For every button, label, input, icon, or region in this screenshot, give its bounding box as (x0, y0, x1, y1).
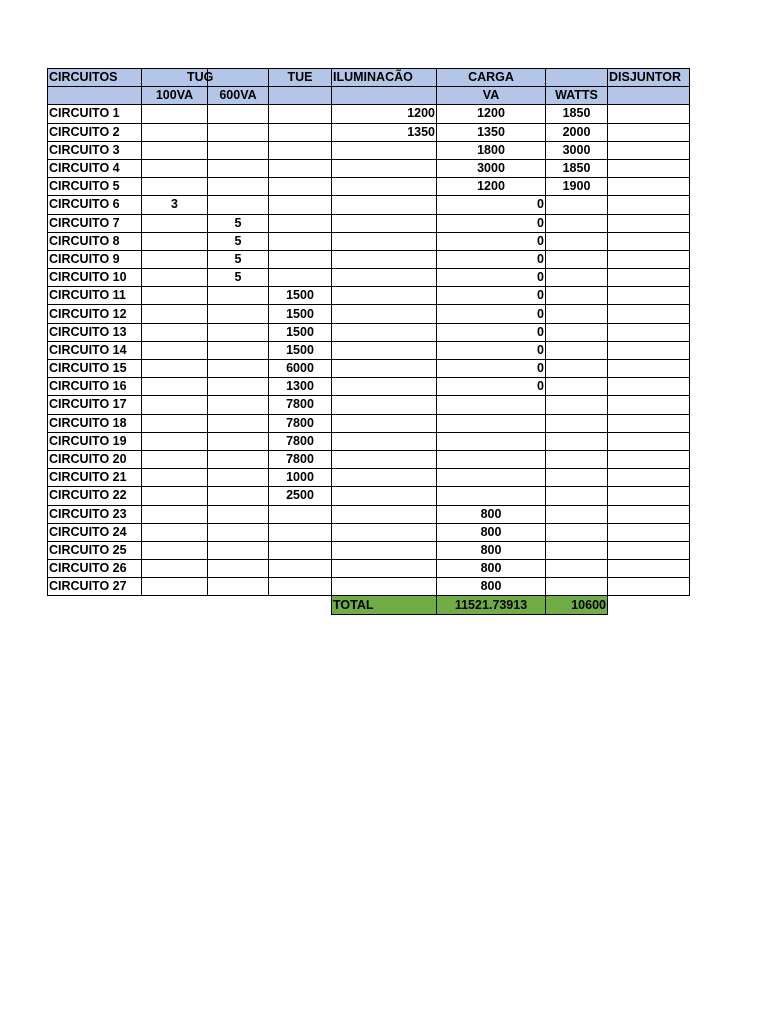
cell-disjuntor[interactable] (608, 305, 690, 323)
cell-disjuntor[interactable] (608, 341, 690, 359)
cell-tug-100va[interactable] (142, 178, 208, 196)
cell-va[interactable]: 0 (437, 341, 546, 359)
cell-tug-600va[interactable]: 5 (208, 214, 269, 232)
cell-va[interactable]: 1350 (437, 123, 546, 141)
cell-watts[interactable] (546, 287, 608, 305)
cell-tug-600va[interactable] (208, 287, 269, 305)
cell-circuito[interactable]: CIRCUITO 17 (48, 396, 142, 414)
cell-iluminacao[interactable] (332, 432, 437, 450)
table-row (48, 487, 690, 505)
cell-iluminacao[interactable]: 1350 (332, 123, 437, 141)
cell-circuito[interactable]: CIRCUITO 4 (48, 159, 142, 177)
cell-tug-100va[interactable] (142, 396, 208, 414)
table-row (48, 123, 690, 141)
cell-tue[interactable] (269, 214, 332, 232)
cell-circuito[interactable]: CIRCUITO 26 (48, 560, 142, 578)
cell-tug-100va[interactable] (142, 341, 208, 359)
table-row (48, 469, 690, 487)
cell-tug-600va[interactable] (208, 432, 269, 450)
cell-disjuntor[interactable] (608, 250, 690, 268)
cell-watts[interactable] (546, 378, 608, 396)
cell-tue[interactable]: 1300 (269, 378, 332, 396)
cell-iluminacao[interactable]: 1200 (332, 105, 437, 123)
table-body (48, 69, 690, 615)
cell-iluminacao[interactable] (332, 487, 437, 505)
cell-iluminacao[interactable] (332, 469, 437, 487)
cell-watts[interactable] (546, 523, 608, 541)
cell-watts[interactable] (546, 414, 608, 432)
cell-tug-100va[interactable] (142, 105, 208, 123)
cell-tue[interactable] (269, 523, 332, 541)
cell-tug-100va[interactable] (142, 541, 208, 559)
cell-circuito[interactable]: CIRCUITO 18 (48, 414, 142, 432)
cell-watts[interactable] (546, 487, 608, 505)
cell-tug-600va[interactable] (208, 450, 269, 468)
header-iluminacao[interactable]: ILUMINACÃO (332, 69, 437, 87)
cell-circuito[interactable]: CIRCUITO 6 (48, 196, 142, 214)
cell-tug-100va[interactable] (142, 505, 208, 523)
cell-iluminacao[interactable] (332, 578, 437, 596)
cell-disjuntor[interactable] (608, 214, 690, 232)
cell-tue[interactable] (269, 250, 332, 268)
cell-disjuntor[interactable] (608, 269, 690, 287)
cell-tue[interactable]: 7800 (269, 450, 332, 468)
cell-tug-600va[interactable]: 5 (208, 269, 269, 287)
cell-watts[interactable] (546, 396, 608, 414)
header-va[interactable]: VA (437, 87, 546, 105)
cell-circuito[interactable]: CIRCUITO 20 (48, 450, 142, 468)
cell-va[interactable]: 0 (437, 305, 546, 323)
table-row (48, 159, 690, 177)
cell-tug-600va[interactable] (208, 578, 269, 596)
cell-iluminacao[interactable] (332, 378, 437, 396)
cell-circuito[interactable]: CIRCUITO 25 (48, 541, 142, 559)
cell-tue[interactable] (269, 196, 332, 214)
cell-watts[interactable]: 3000 (546, 141, 608, 159)
cell-circuito[interactable]: CIRCUITO 5 (48, 178, 142, 196)
cell-tug-100va[interactable] (142, 141, 208, 159)
cell-circuito[interactable]: CIRCUITO 2 (48, 123, 142, 141)
cell-va[interactable] (437, 469, 546, 487)
cell-tue[interactable]: 1500 (269, 287, 332, 305)
cell-va[interactable]: 0 (437, 214, 546, 232)
cell-tug-100va[interactable] (142, 305, 208, 323)
cell-iluminacao[interactable] (332, 269, 437, 287)
cell-tue[interactable]: 7800 (269, 396, 332, 414)
cell-iluminacao[interactable] (332, 141, 437, 159)
cell-watts[interactable]: 1850 (546, 105, 608, 123)
table-row (48, 378, 690, 396)
table-row (48, 432, 690, 450)
cell-circuito[interactable]: CIRCUITO 13 (48, 323, 142, 341)
cell-tug-100va[interactable] (142, 214, 208, 232)
cell-watts[interactable]: 1850 (546, 159, 608, 177)
table-row (48, 414, 690, 432)
cell-iluminacao[interactable] (332, 178, 437, 196)
cell-tug-100va[interactable] (142, 232, 208, 250)
table-row (48, 323, 690, 341)
cell-circuito[interactable]: CIRCUITO 3 (48, 141, 142, 159)
cell-circuito[interactable]: CIRCUITO 1 (48, 105, 142, 123)
cell-circuito[interactable]: CIRCUITO 22 (48, 487, 142, 505)
cell-watts[interactable]: 1900 (546, 178, 608, 196)
table-row (48, 578, 690, 596)
cell-tug-600va[interactable] (208, 123, 269, 141)
cell-watts[interactable] (546, 469, 608, 487)
header2-disjuntor-cell[interactable] (608, 87, 690, 105)
cell-tug-600va[interactable] (208, 560, 269, 578)
cell-disjuntor[interactable] (608, 469, 690, 487)
cell-tue[interactable] (269, 232, 332, 250)
cell-tug-600va[interactable] (208, 505, 269, 523)
cell-iluminacao[interactable] (332, 232, 437, 250)
table-row (48, 196, 690, 214)
circuits-table (47, 68, 690, 615)
cell-tue[interactable] (269, 541, 332, 559)
cell-va[interactable]: 0 (437, 323, 546, 341)
header-tug[interactable] (142, 69, 214, 87)
table-row (48, 523, 690, 541)
cell-tug-100va[interactable]: 3 (142, 196, 208, 214)
cell-tug-600va[interactable] (208, 523, 269, 541)
cell-circuito[interactable]: CIRCUITO 24 (48, 523, 142, 541)
cell-va[interactable]: 1800 (437, 141, 546, 159)
cell-tue[interactable]: 1500 (269, 305, 332, 323)
cell-va[interactable]: 800 (437, 505, 546, 523)
table-row (48, 541, 690, 559)
cell-tug-600va[interactable] (208, 141, 269, 159)
header-carga[interactable]: CARGA (437, 69, 546, 87)
cell-tue[interactable] (269, 123, 332, 141)
cell-circuito[interactable]: CIRCUITO 7 (48, 214, 142, 232)
table-row (48, 560, 690, 578)
cell-va[interactable]: 0 (437, 287, 546, 305)
cell-tug-100va[interactable] (142, 287, 208, 305)
cell-circuito[interactable]: CIRCUITO 10 (48, 269, 142, 287)
header-tug-cell[interactable] (208, 69, 269, 87)
table-row (48, 214, 690, 232)
cell-iluminacao[interactable] (332, 396, 437, 414)
cell-disjuntor[interactable] (608, 414, 690, 432)
table-row (48, 305, 690, 323)
cell-disjuntor[interactable] (608, 159, 690, 177)
cell-va[interactable]: 0 (437, 196, 546, 214)
cell-tug-600va[interactable] (208, 105, 269, 123)
cell-tue[interactable] (269, 159, 332, 177)
header2-circuitos-cell[interactable] (48, 87, 142, 105)
cell-tug-600va[interactable] (208, 323, 269, 341)
cell-tug-100va[interactable] (142, 123, 208, 141)
cell-watts[interactable] (546, 269, 608, 287)
cell-tue[interactable] (269, 505, 332, 523)
cell-tug-600va[interactable]: 5 (208, 232, 269, 250)
header-carga-cell[interactable] (546, 69, 608, 87)
cell-tug-600va[interactable] (208, 159, 269, 177)
table-row (48, 505, 690, 523)
cell-disjuntor[interactable] (608, 487, 690, 505)
cell-circuito[interactable]: CIRCUITO 16 (48, 378, 142, 396)
cell-tug-600va[interactable] (208, 396, 269, 414)
cell-disjuntor[interactable] (608, 578, 690, 596)
cell-iluminacao[interactable] (332, 305, 437, 323)
cell-iluminacao[interactable] (332, 287, 437, 305)
cell-watts[interactable] (546, 323, 608, 341)
cell-disjuntor[interactable] (608, 360, 690, 378)
cell-tug-100va[interactable] (142, 469, 208, 487)
cell-va[interactable]: 1200 (437, 105, 546, 123)
cell-circuito[interactable]: CIRCUITO 15 (48, 360, 142, 378)
cell-iluminacao[interactable] (332, 360, 437, 378)
cell-tug-600va[interactable] (208, 196, 269, 214)
cell-va[interactable] (437, 396, 546, 414)
empty-cell (208, 596, 269, 614)
cell-disjuntor[interactable] (608, 105, 690, 123)
header2-ilum-cell[interactable] (332, 87, 437, 105)
cell-tue[interactable]: 1500 (269, 323, 332, 341)
cell-watts[interactable] (546, 305, 608, 323)
cell-va[interactable]: 800 (437, 560, 546, 578)
cell-va[interactable]: 1200 (437, 178, 546, 196)
cell-disjuntor[interactable] (608, 178, 690, 196)
cell-va[interactable]: 0 (437, 269, 546, 287)
cell-disjuntor[interactable] (608, 505, 690, 523)
cell-disjuntor[interactable] (608, 232, 690, 250)
cell-va[interactable]: 3000 (437, 159, 546, 177)
cell-tug-600va[interactable] (208, 360, 269, 378)
spreadsheet (47, 68, 690, 615)
cell-va[interactable] (437, 487, 546, 505)
cell-tug-100va[interactable] (142, 360, 208, 378)
table-row (48, 250, 690, 268)
cell-watts[interactable] (546, 196, 608, 214)
cell-tug-600va[interactable] (208, 341, 269, 359)
cell-va[interactable]: 0 (437, 360, 546, 378)
empty-cell (142, 596, 208, 614)
cell-tug-100va[interactable] (142, 450, 208, 468)
total-watts[interactable]: 10600 (546, 596, 608, 614)
table-row (48, 287, 690, 305)
cell-watts[interactable] (546, 432, 608, 450)
cell-disjuntor[interactable] (608, 196, 690, 214)
table-row (48, 396, 690, 414)
table-row (48, 450, 690, 468)
cell-va[interactable]: 0 (437, 378, 546, 396)
cell-circuito[interactable]: CIRCUITO 19 (48, 432, 142, 450)
cell-disjuntor[interactable] (608, 560, 690, 578)
cell-tug-600va[interactable] (208, 487, 269, 505)
table-row (48, 360, 690, 378)
header-circuitos[interactable]: CIRCUITOS (48, 69, 142, 87)
header-tug-label: TUG (187, 70, 214, 84)
table-row (48, 232, 690, 250)
cell-tug-100va[interactable] (142, 269, 208, 287)
cell-va[interactable]: 0 (437, 250, 546, 268)
cell-watts[interactable] (546, 341, 608, 359)
cell-va[interactable]: 800 (437, 541, 546, 559)
empty-cell (48, 596, 142, 614)
header2-tue-cell[interactable] (269, 87, 332, 105)
cell-tug-100va[interactable] (142, 378, 208, 396)
cell-iluminacao[interactable] (332, 541, 437, 559)
table-row (48, 141, 690, 159)
cell-tue[interactable]: 7800 (269, 432, 332, 450)
cell-tue[interactable]: 6000 (269, 360, 332, 378)
cell-tug-100va[interactable] (142, 523, 208, 541)
cell-iluminacao[interactable] (332, 414, 437, 432)
cell-circuito[interactable]: CIRCUITO 11 (48, 287, 142, 305)
header-row-2 (48, 87, 690, 105)
cell-tug-600va[interactable] (208, 414, 269, 432)
cell-tue[interactable] (269, 105, 332, 123)
cell-circuito[interactable]: CIRCUITO 27 (48, 578, 142, 596)
cell-tue[interactable] (269, 269, 332, 287)
cell-circuito[interactable]: CIRCUITO 9 (48, 250, 142, 268)
cell-iluminacao[interactable] (332, 196, 437, 214)
cell-tug-100va[interactable] (142, 250, 208, 268)
table-row (48, 269, 690, 287)
cell-disjuntor[interactable] (608, 378, 690, 396)
cell-watts[interactable] (546, 560, 608, 578)
cell-disjuntor[interactable] (608, 123, 690, 141)
cell-tug-100va[interactable] (142, 578, 208, 596)
cell-tug-100va[interactable] (142, 323, 208, 341)
cell-tug-100va[interactable] (142, 414, 208, 432)
cell-disjuntor[interactable] (608, 523, 690, 541)
cell-watts[interactable] (546, 578, 608, 596)
table-row (48, 341, 690, 359)
cell-disjuntor[interactable] (608, 396, 690, 414)
header-disjuntor[interactable]: DISJUNTOR (608, 69, 690, 87)
cell-tug-100va[interactable] (142, 432, 208, 450)
cell-tue[interactable]: 1500 (269, 341, 332, 359)
cell-watts[interactable] (546, 232, 608, 250)
cell-tue[interactable] (269, 178, 332, 196)
cell-va[interactable]: 0 (437, 232, 546, 250)
cell-tug-600va[interactable] (208, 469, 269, 487)
cell-iluminacao[interactable] (332, 341, 437, 359)
cell-tue[interactable] (269, 141, 332, 159)
header-watts[interactable]: WATTS (546, 87, 608, 105)
cell-circuito[interactable]: CIRCUITO 23 (48, 505, 142, 523)
cell-disjuntor[interactable] (608, 432, 690, 450)
cell-watts[interactable] (546, 505, 608, 523)
cell-disjuntor[interactable] (608, 450, 690, 468)
cell-circuito[interactable]: CIRCUITO 14 (48, 341, 142, 359)
cell-va[interactable]: 800 (437, 523, 546, 541)
cell-circuito[interactable]: CIRCUITO 12 (48, 305, 142, 323)
header-tue[interactable]: TUE (269, 69, 332, 87)
total-label[interactable]: TOTAL (332, 596, 437, 614)
cell-iluminacao[interactable] (332, 250, 437, 268)
header-100va[interactable]: 100VA (142, 87, 208, 105)
cell-tue[interactable]: 1000 (269, 469, 332, 487)
cell-disjuntor[interactable] (608, 287, 690, 305)
total-va[interactable]: 11521.73913 (437, 596, 546, 614)
cell-iluminacao[interactable] (332, 523, 437, 541)
cell-va[interactable] (437, 450, 546, 468)
cell-disjuntor[interactable] (608, 541, 690, 559)
cell-iluminacao[interactable] (332, 159, 437, 177)
cell-watts[interactable]: 2000 (546, 123, 608, 141)
cell-iluminacao[interactable] (332, 450, 437, 468)
cell-tug-600va[interactable] (208, 378, 269, 396)
cell-va[interactable] (437, 432, 546, 450)
cell-watts[interactable] (546, 450, 608, 468)
cell-tug-600va[interactable]: 5 (208, 250, 269, 268)
cell-watts[interactable] (546, 541, 608, 559)
cell-tue[interactable] (269, 560, 332, 578)
table-row (48, 105, 690, 123)
cell-va[interactable]: 800 (437, 578, 546, 596)
total-row (48, 596, 690, 614)
cell-va[interactable] (437, 414, 546, 432)
cell-iluminacao[interactable] (332, 560, 437, 578)
cell-watts[interactable] (546, 250, 608, 268)
header-row-1 (48, 69, 690, 87)
cell-tue[interactable]: 7800 (269, 414, 332, 432)
cell-disjuntor[interactable] (608, 141, 690, 159)
cell-watts[interactable] (546, 360, 608, 378)
cell-iluminacao[interactable] (332, 323, 437, 341)
header-600va[interactable]: 600VA (208, 87, 269, 105)
cell-tug-100va[interactable] (142, 487, 208, 505)
table-row (48, 178, 690, 196)
cell-watts[interactable] (546, 214, 608, 232)
cell-circuito[interactable]: CIRCUITO 8 (48, 232, 142, 250)
cell-tug-600va[interactable] (208, 541, 269, 559)
empty-cell (269, 596, 332, 614)
cell-circuito[interactable]: CIRCUITO 21 (48, 469, 142, 487)
empty-cell (608, 596, 690, 614)
cell-tug-100va[interactable] (142, 159, 208, 177)
cell-tue[interactable] (269, 578, 332, 596)
cell-iluminacao[interactable] (332, 214, 437, 232)
cell-tug-100va[interactable] (142, 560, 208, 578)
cell-disjuntor[interactable] (608, 323, 690, 341)
cell-tug-600va[interactable] (208, 305, 269, 323)
cell-tue[interactable]: 2500 (269, 487, 332, 505)
cell-tug-600va[interactable] (208, 178, 269, 196)
cell-iluminacao[interactable] (332, 505, 437, 523)
